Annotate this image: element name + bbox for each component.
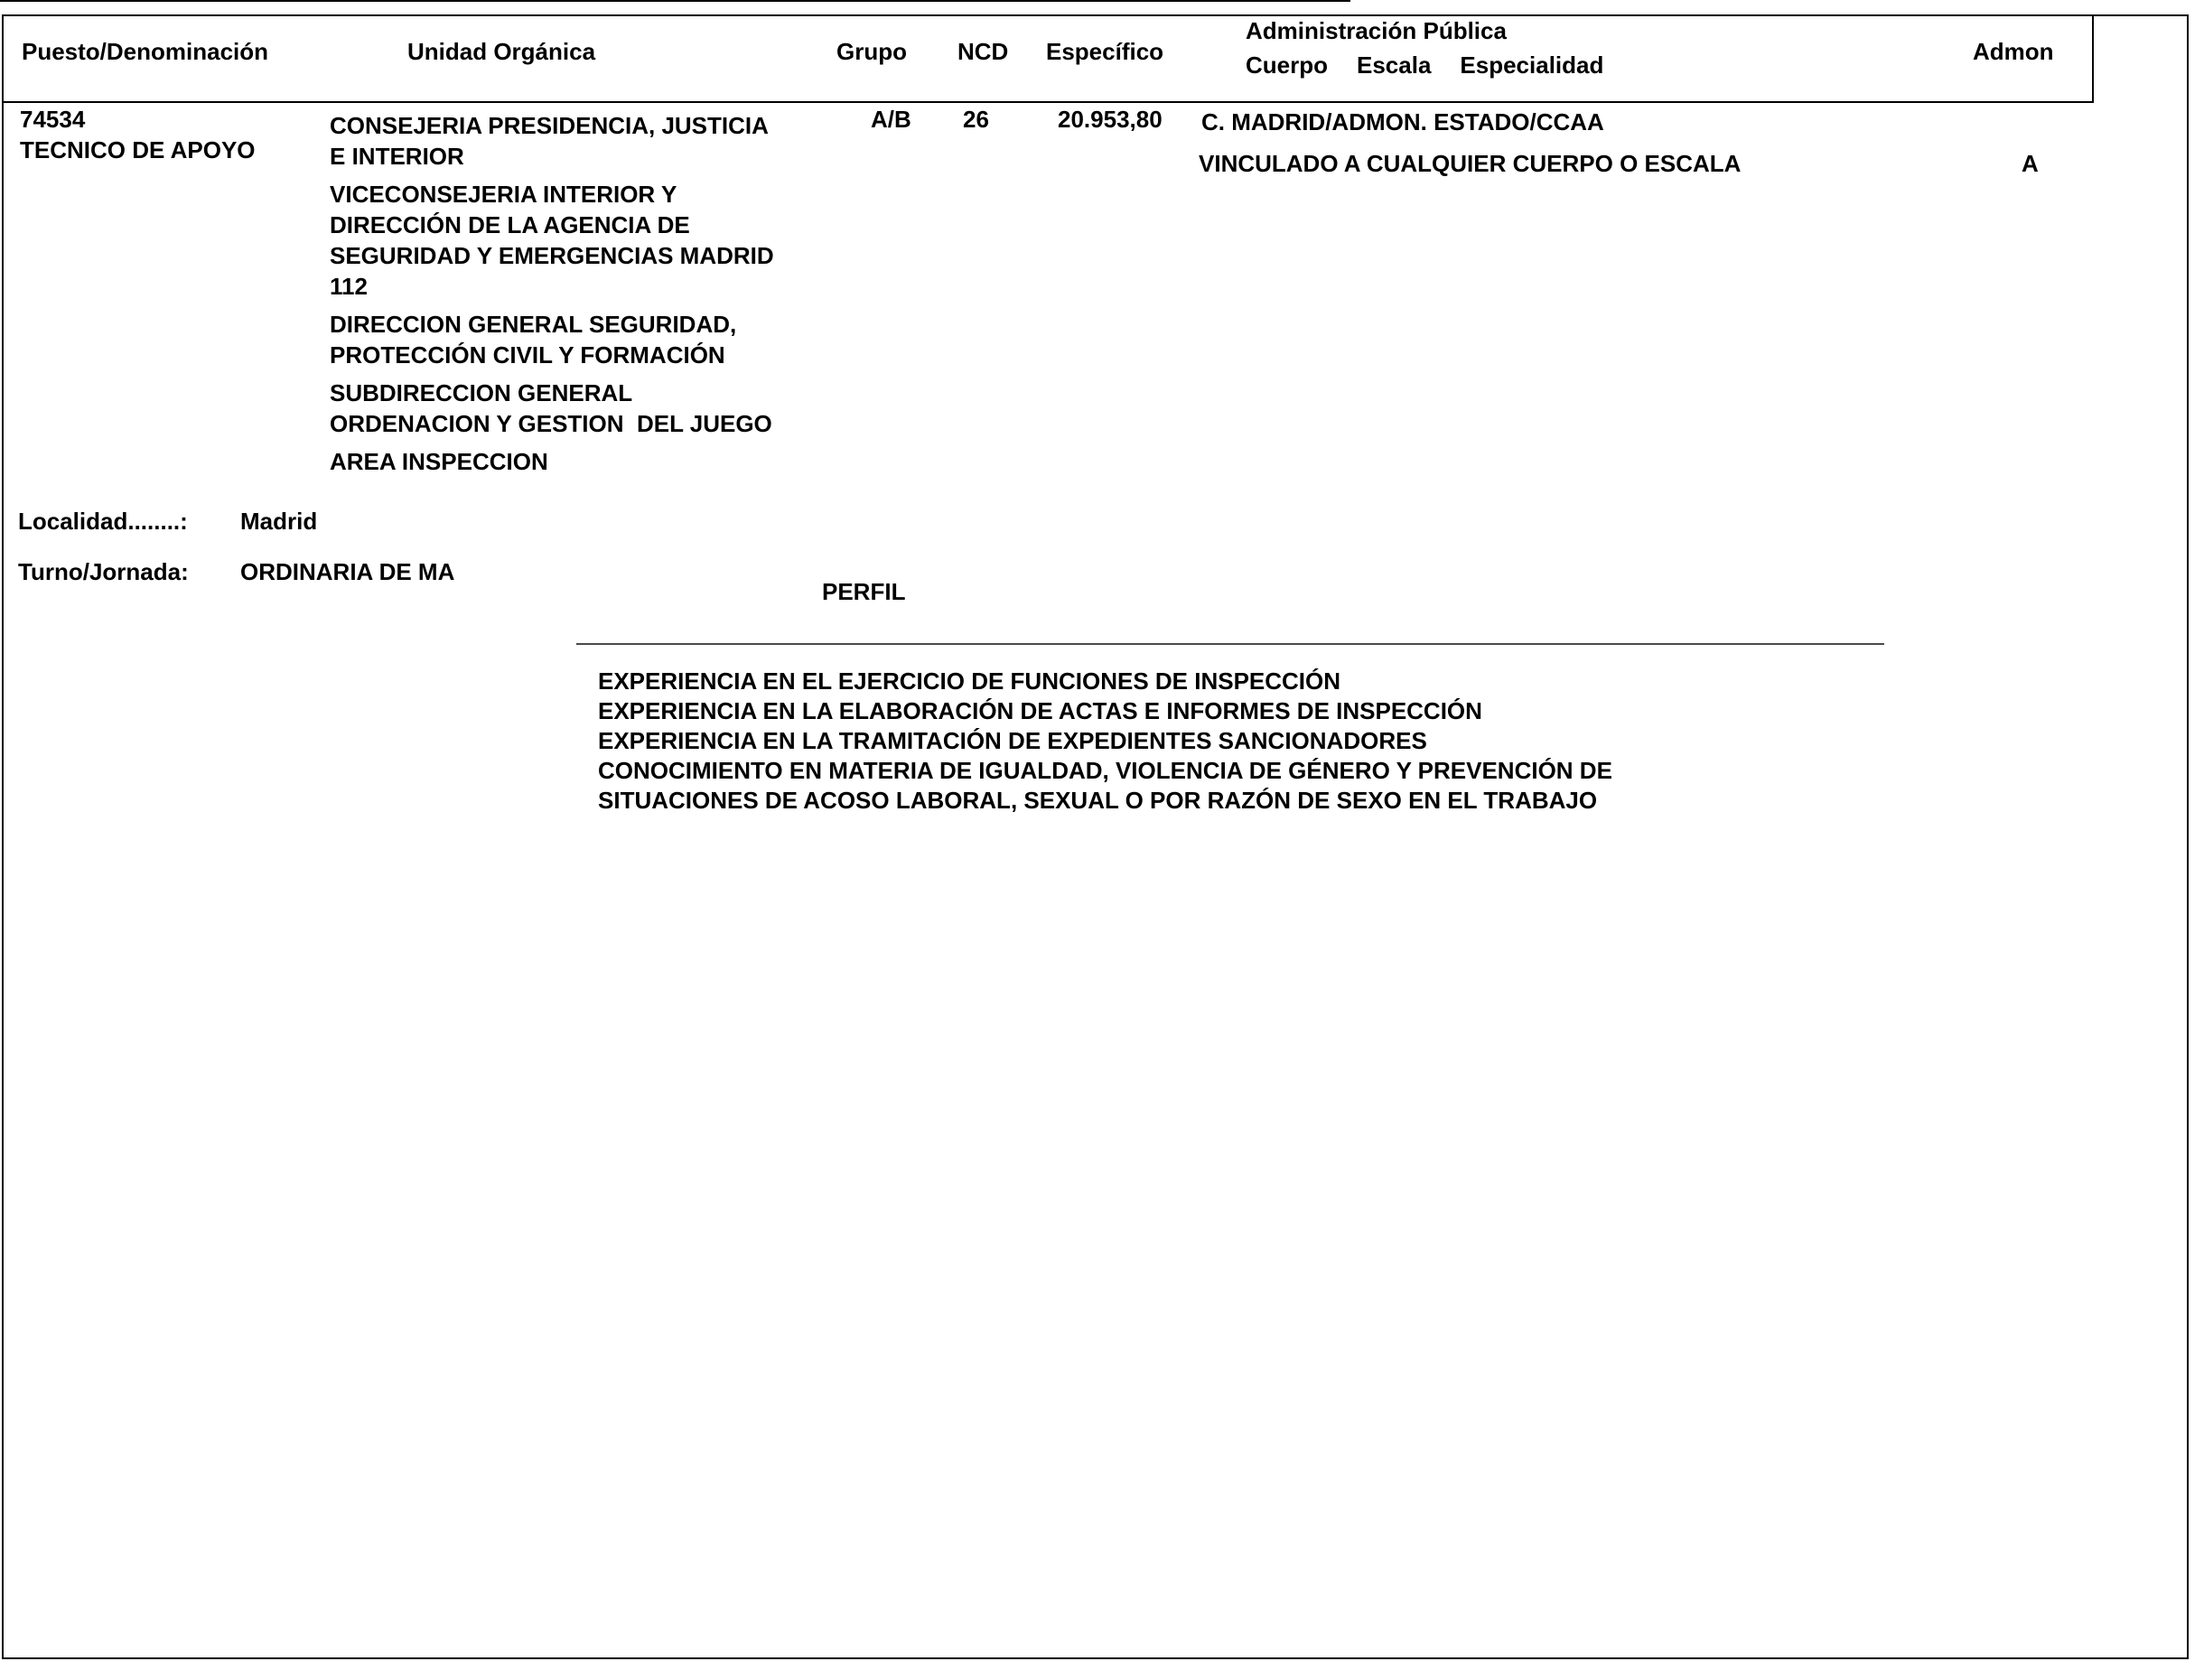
perfil-line: CONOCIMIENTO EN MATERIA DE IGUALDAD, VIOLENCIA DE GÉNERO Y PREVENCIÓN DE [598, 757, 1612, 784]
turno-jornada-label: Turno/Jornada: [18, 558, 189, 585]
unidad-organica-block [330, 179, 872, 302]
unidad-organica-block [330, 378, 872, 439]
column-header-administracion-publica: Administración Pública [1246, 17, 1507, 44]
column-header-admon: Admon [1973, 38, 2054, 65]
column-header-unidad-organica: Unidad Orgánica [407, 38, 596, 65]
grupo-value: A/B [871, 106, 911, 133]
column-header-escala: Escala [1357, 51, 1432, 79]
column-header-cuerpo-escala-especialidad [1246, 53, 1603, 77]
cuerpo-escala-value: VINCULADO A CUALQUIER CUERPO O ESCALA [1199, 150, 1742, 177]
especifico-value: 20.953,80 [1058, 106, 1163, 133]
column-header-puesto-denominacion: Puesto/Denominación [22, 38, 269, 65]
perfil-title: PERFIL [822, 578, 906, 605]
unidad-organica-line: AREA INSPECCION [330, 448, 548, 475]
perfil-divider-line [576, 643, 1884, 645]
job-title: TECNICO DE APOYO [20, 136, 256, 163]
job-code: 74534 [20, 106, 86, 133]
unidad-organica-line: 112 [330, 273, 368, 300]
localidad-label: Localidad........: [18, 508, 188, 535]
administracion-publica-value: C. MADRID/ADMON. ESTADO/CCAA [1201, 108, 1604, 135]
perfil-line: SITUACIONES DE ACOSO LABORAL, SEXUAL O POR RAZÓN DE SEXO EN EL TRABAJO [598, 787, 1598, 814]
unidad-organica-block [330, 110, 872, 172]
column-header-grupo: Grupo [836, 38, 907, 65]
unidad-organica-line: SUBDIRECCION GENERAL [330, 379, 633, 406]
localidad-value: Madrid [240, 508, 318, 535]
unidad-organica-line: PROTECCIÓN CIVIL Y FORMACIÓN [330, 341, 725, 369]
unidad-organica-line: ORDENACION Y GESTION DEL JUEGO [330, 410, 772, 437]
unidad-organica-line: CONSEJERIA PRESIDENCIA, JUSTICIA [330, 112, 769, 139]
unidad-organica-block [330, 446, 872, 477]
perfil-line: EXPERIENCIA EN EL EJERCICIO DE FUNCIONES DE INSPECCIÓN [598, 667, 1341, 695]
admon-value: A [2022, 150, 2039, 177]
unidad-organica-line: E INTERIOR [330, 143, 464, 170]
unidad-organica-line: DIRECCIÓN DE LA AGENCIA DE [330, 211, 690, 238]
unidad-organica-line: VICECONSEJERIA INTERIOR Y [330, 181, 677, 208]
top-separator-line [0, 0, 1350, 2]
unidad-organica-line: DIRECCION GENERAL SEGURIDAD, [330, 311, 737, 338]
perfil-line: EXPERIENCIA EN LA TRAMITACIÓN DE EXPEDIENTES SANCIONADORES [598, 727, 1427, 754]
ncd-value: 26 [963, 106, 989, 133]
perfil-line: EXPERIENCIA EN LA ELABORACIÓN DE ACTAS E INFORMES DE INSPECCIÓN [598, 697, 1482, 724]
unidad-organica-column [330, 110, 872, 484]
perfil-list [598, 667, 1863, 816]
unidad-organica-block [330, 309, 872, 370]
unidad-organica-line: SEGURIDAD Y EMERGENCIAS MADRID [330, 242, 774, 269]
column-header-especifico: Específico [1046, 38, 1164, 65]
column-header-especialidad: Especialidad [1460, 51, 1604, 79]
turno-jornada-value: ORDINARIA DE MA [240, 558, 455, 585]
column-header-cuerpo: Cuerpo [1246, 51, 1328, 79]
column-header-ncd: NCD [957, 38, 1009, 65]
